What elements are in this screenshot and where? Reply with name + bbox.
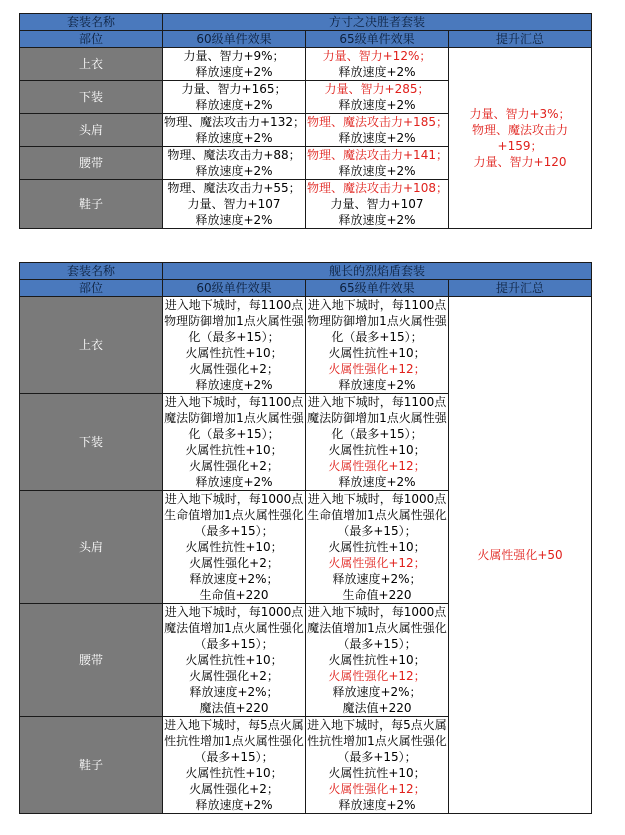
lv65-effect-cell (306, 491, 449, 604)
effect-line: 火属性抗性+10； (328, 653, 426, 667)
part-header: 部位 (20, 31, 163, 48)
lv65-header: 65级单件效果 (306, 280, 449, 297)
part-cell: 头肩 (20, 491, 163, 604)
effect-line: 火属性抗性+10； (328, 540, 426, 554)
part-cell: 头肩 (20, 114, 163, 147)
part-cell: 腰带 (20, 604, 163, 717)
lv65-effect-cell (306, 48, 449, 81)
effect-line: 生命值+220 (199, 588, 269, 602)
effect-line: 释放速度+2% (195, 131, 273, 145)
part-cell: 上衣 (20, 48, 163, 81)
part-cell: 鞋子 (20, 180, 163, 229)
effect-line: 魔法防御增加1点火属性强 (164, 411, 304, 425)
effect-line: （最多+15）； (337, 524, 417, 538)
part-header: 部位 (20, 280, 163, 297)
effect-line: 释放速度+2% (195, 213, 273, 227)
effect-line: 进入地下城时，每1100点 (307, 395, 447, 409)
lv65-effect-cell (306, 147, 449, 180)
set-table-1 (19, 13, 592, 229)
lv65-effect-cell (306, 604, 449, 717)
summary-line: 物理、魔法攻击力 (472, 123, 569, 137)
effect-line: 火属性抗性+10； (185, 766, 283, 780)
effect-line: 魔法值+220 (199, 701, 269, 715)
effect-line: 魔法值增加1点火属性强化 (164, 621, 304, 635)
effect-line: 释放速度+2%； (189, 572, 279, 586)
effect-line: 物理、魔法攻击力+185； (307, 115, 448, 129)
effect-line: 火属性强化+2； (189, 362, 279, 376)
part-cell: 上衣 (20, 297, 163, 394)
part-cell: 下装 (20, 81, 163, 114)
effect-line: 进入地下城时，每1100点 (164, 298, 304, 312)
set-name: 舰长的烈焰盾套装 (163, 263, 592, 280)
effect-line: 进入地下城时，每1100点 (164, 395, 304, 409)
lv60-header: 60级单件效果 (163, 280, 306, 297)
effect-line: 火属性强化+12； (328, 362, 426, 376)
effect-line: 化（最多+15）； (331, 330, 423, 344)
effect-line: 物理防御增加1点火属性强 (164, 314, 304, 328)
effect-line: （最多+15）； (337, 750, 417, 764)
effect-line: 进入地下城时，每1000点 (164, 492, 304, 506)
lv65-effect-cell (306, 114, 449, 147)
summary-line: 力量、智力+3%； (469, 107, 571, 121)
set-name-label: 套装名称 (20, 14, 163, 31)
summary-header: 提升汇总 (449, 280, 592, 297)
part-cell: 下装 (20, 394, 163, 491)
effect-line: 火属性抗性+10； (328, 443, 426, 457)
lv65-effect-cell (306, 81, 449, 114)
effect-line: 火属性抗性+10； (185, 346, 283, 360)
effect-line: 化（最多+15）； (331, 427, 423, 441)
effect-line: 释放速度+2%； (189, 685, 279, 699)
lv60-effect-cell (163, 114, 306, 147)
effect-line: 释放速度+2%； (332, 572, 422, 586)
effect-line: 释放速度+2% (195, 378, 273, 392)
effect-line: 火属性抗性+10； (185, 443, 283, 457)
summary-line: 力量、智力+120 (473, 155, 567, 169)
effect-line: 火属性强化+2； (189, 669, 279, 683)
effect-line: （最多+15）； (194, 524, 274, 538)
table-row (20, 48, 592, 81)
effect-line: 进入地下城时，每1000点 (307, 605, 447, 619)
effect-line: 释放速度+2% (195, 475, 273, 489)
effect-line: 力量、智力+107 (187, 197, 281, 211)
lv65-effect-cell (306, 717, 449, 814)
effect-line: 进入地下城时，每1000点 (307, 492, 447, 506)
effect-line: 物理、魔法攻击力+132； (164, 115, 305, 129)
lv60-effect-cell (163, 297, 306, 394)
lv60-effect-cell (163, 491, 306, 604)
effect-line: 性抗性增加1点火属性强化 (307, 734, 447, 748)
effect-line: 进入地下城时，每5点火属 (307, 718, 447, 732)
lv65-effect-cell (306, 180, 449, 229)
effect-line: 火属性强化+12； (328, 556, 426, 570)
effect-line: 物理防御增加1点火属性强 (307, 314, 447, 328)
effect-line: 进入地下城时，每1100点 (307, 298, 447, 312)
effect-line: 释放速度+2% (338, 213, 416, 227)
effect-line: 力量、智力+165； (181, 82, 287, 96)
effect-line: 魔法防御增加1点火属性强 (307, 411, 447, 425)
effect-line: 生命值增加1点火属性强化 (307, 508, 447, 522)
summary-cell (449, 48, 592, 229)
effect-line: 化（最多+15）； (188, 330, 280, 344)
lv60-effect-cell (163, 81, 306, 114)
effect-line: 火属性强化+2； (189, 556, 279, 570)
effect-line: 进入地下城时，每5点火属 (164, 718, 304, 732)
effect-line: 释放速度+2% (338, 475, 416, 489)
effect-line: 释放速度+2% (195, 798, 273, 812)
lv60-effect-cell (163, 604, 306, 717)
lv60-effect-cell (163, 717, 306, 814)
part-cell: 鞋子 (20, 717, 163, 814)
effect-line: 火属性强化+2； (189, 459, 279, 473)
effect-line: 化（最多+15）； (188, 427, 280, 441)
effect-line: 释放速度+2% (195, 98, 273, 112)
lv65-header: 65级单件效果 (306, 31, 449, 48)
effect-line: 火属性抗性+10； (328, 346, 426, 360)
effect-line: 释放速度+2% (338, 798, 416, 812)
summary-line: 火属性强化+50 (477, 548, 563, 562)
effect-line: （最多+15）； (194, 750, 274, 764)
effect-line: 火属性抗性+10； (328, 766, 426, 780)
lv65-effect-cell (306, 297, 449, 394)
effect-line: 力量、智力+107 (330, 197, 424, 211)
effect-line: 火属性抗性+10； (185, 653, 283, 667)
effect-line: 力量、智力+285； (324, 82, 430, 96)
effect-line: 力量、智力+9%； (183, 49, 285, 63)
effect-line: 释放速度+2% (338, 98, 416, 112)
effect-line: 释放速度+2% (338, 164, 416, 178)
lv60-effect-cell (163, 147, 306, 180)
effect-line: 力量、智力+12%； (322, 49, 432, 63)
summary-cell (449, 297, 592, 814)
effect-line: 火属性强化+12； (328, 782, 426, 796)
effect-line: 释放速度+2%； (332, 685, 422, 699)
effect-line: 性抗性增加1点火属性强化 (164, 734, 304, 748)
set-name: 方寸之决胜者套装 (163, 14, 592, 31)
set-table-2 (19, 262, 592, 814)
effect-line: 物理、魔法攻击力+108； (307, 181, 448, 195)
effect-line: 释放速度+2% (338, 378, 416, 392)
effect-line: 魔法值+220 (342, 701, 412, 715)
effect-line: （最多+15）； (337, 637, 417, 651)
effect-line: 释放速度+2% (195, 65, 273, 79)
effect-line: 释放速度+2% (338, 131, 416, 145)
effect-line: （最多+15）； (194, 637, 274, 651)
set-name-label: 套装名称 (20, 263, 163, 280)
effect-line: 进入地下城时，每1000点 (164, 605, 304, 619)
effect-line: 物理、魔法攻击力+141； (307, 148, 448, 162)
effect-line: 生命值+220 (342, 588, 412, 602)
effect-line: 火属性抗性+10； (185, 540, 283, 554)
effect-line: 火属性强化+2； (189, 782, 279, 796)
effect-line: 火属性强化+12； (328, 459, 426, 473)
table-row (20, 297, 592, 394)
lv60-effect-cell (163, 48, 306, 81)
lv65-effect-cell (306, 394, 449, 491)
effect-line: 物理、魔法攻击力+88； (167, 148, 301, 162)
effect-line: 释放速度+2% (195, 164, 273, 178)
part-cell: 腰带 (20, 147, 163, 180)
lv60-effect-cell (163, 394, 306, 491)
effect-line: 魔法值增加1点火属性强化 (307, 621, 447, 635)
lv60-header: 60级单件效果 (163, 31, 306, 48)
summary-header: 提升汇总 (449, 31, 592, 48)
summary-line: +159； (497, 139, 543, 153)
effect-line: 释放速度+2% (338, 65, 416, 79)
effect-line: 火属性强化+12； (328, 669, 426, 683)
lv60-effect-cell (163, 180, 306, 229)
effect-line: 生命值增加1点火属性强化 (164, 508, 304, 522)
effect-line: 物理、魔法攻击力+55； (167, 181, 301, 195)
